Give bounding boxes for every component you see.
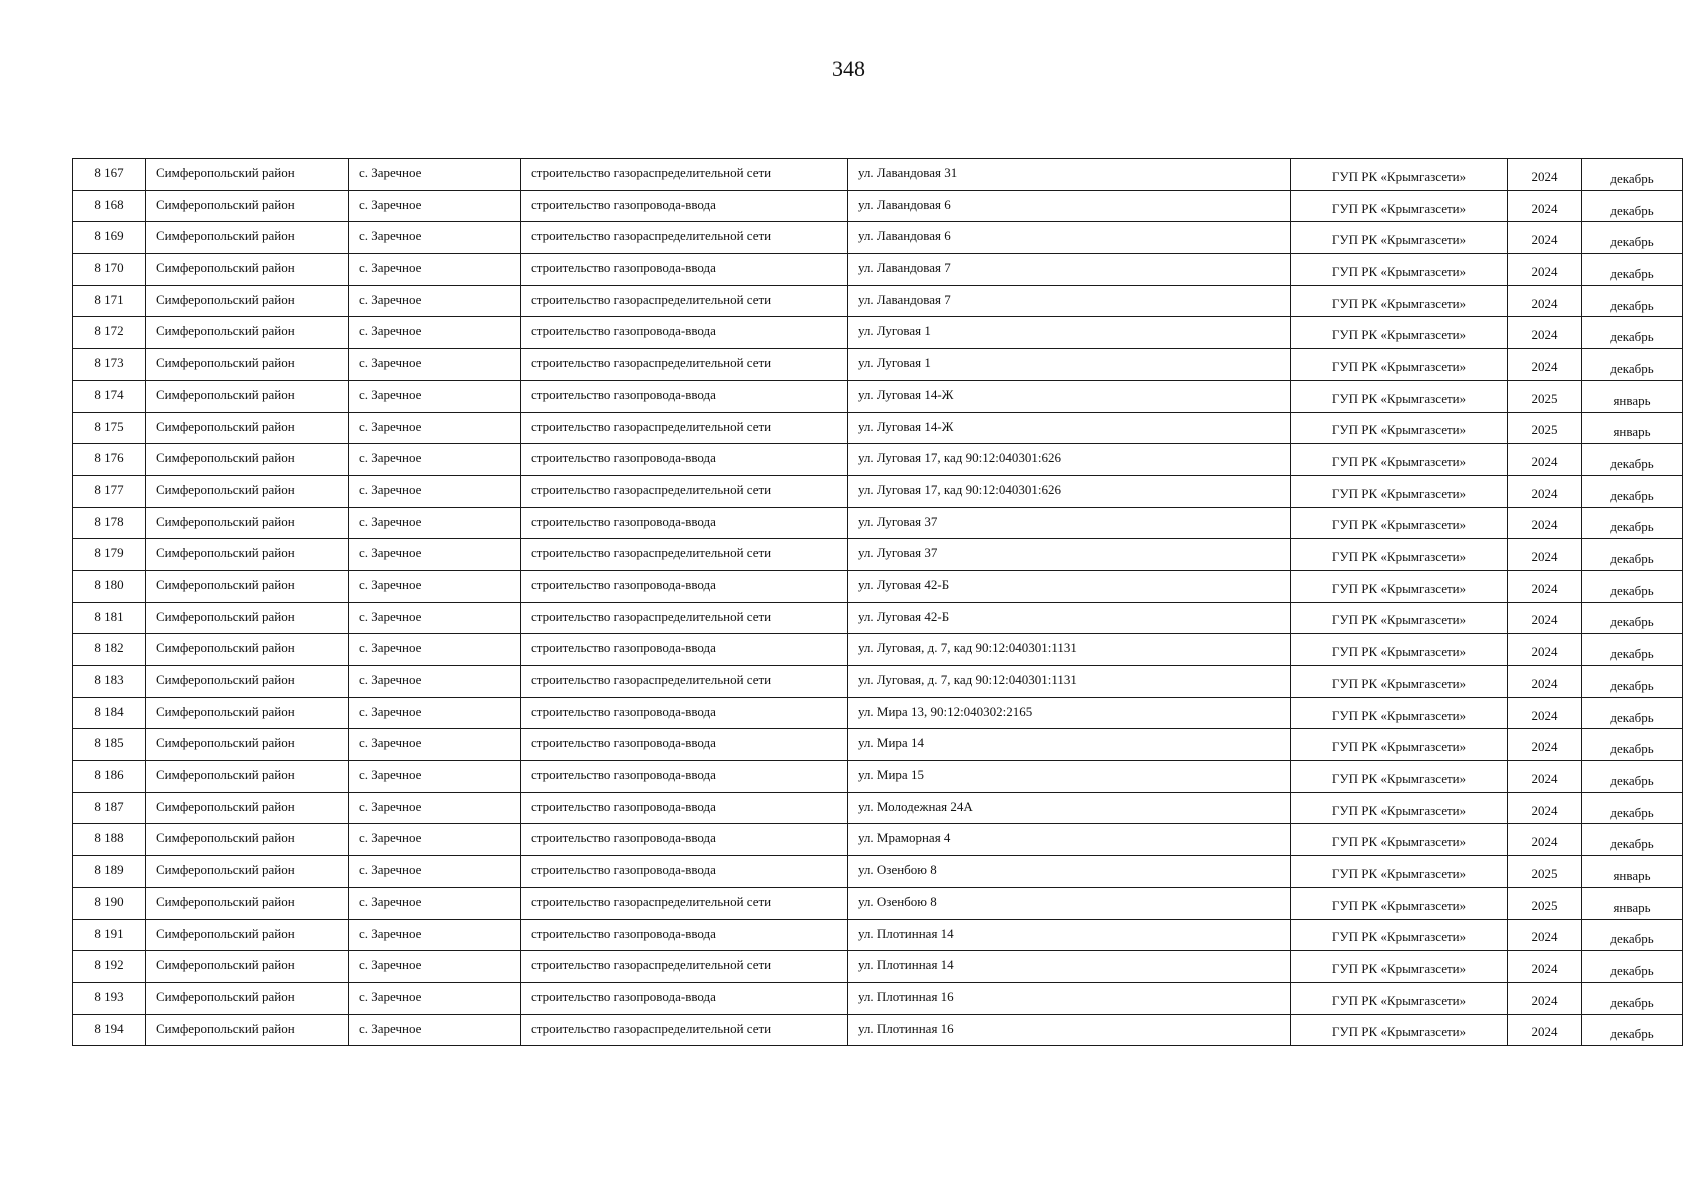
month-cell: декабрь (1582, 602, 1683, 634)
address-cell: ул. Плотинная 14 (848, 951, 1291, 983)
settlement-cell: с. Заречное (349, 919, 521, 951)
work-type-cell: строительство газопровода-ввода (521, 792, 848, 824)
month-cell: декабрь (1582, 634, 1683, 666)
organization-cell: ГУП РК «Крымгазсети» (1291, 761, 1508, 793)
district-cell: Симферопольский район (146, 1014, 349, 1046)
row-number-cell: 8 182 (73, 634, 146, 666)
district-cell: Симферопольский район (146, 475, 349, 507)
month-cell: декабрь (1582, 254, 1683, 286)
address-cell: ул. Луговая 37 (848, 539, 1291, 571)
month-cell: декабрь (1582, 697, 1683, 729)
work-type-cell: строительство газораспределительной сети (521, 159, 848, 191)
settlement-cell: с. Заречное (349, 190, 521, 222)
table-row (73, 1014, 1683, 1046)
work-type-cell: строительство газораспределительной сети (521, 412, 848, 444)
year-cell: 2024 (1508, 634, 1582, 666)
settlement-cell: с. Заречное (349, 159, 521, 191)
settlement-cell: с. Заречное (349, 761, 521, 793)
district-cell: Симферопольский район (146, 951, 349, 983)
row-number-cell: 8 181 (73, 602, 146, 634)
table-row (73, 729, 1683, 761)
row-number-cell: 8 175 (73, 412, 146, 444)
settlement-cell: с. Заречное (349, 666, 521, 698)
work-type-cell: строительство газораспределительной сети (521, 1014, 848, 1046)
district-cell: Симферопольский район (146, 602, 349, 634)
work-type-cell: строительство газопровода-ввода (521, 856, 848, 888)
table-row (73, 507, 1683, 539)
district-cell: Симферопольский район (146, 190, 349, 222)
row-number-cell: 8 168 (73, 190, 146, 222)
table-row (73, 634, 1683, 666)
address-cell: ул. Луговая 37 (848, 507, 1291, 539)
table-row (73, 666, 1683, 698)
month-cell: декабрь (1582, 951, 1683, 983)
address-cell: ул. Луговая 42-Б (848, 602, 1291, 634)
organization-cell: ГУП РК «Крымгазсети» (1291, 602, 1508, 634)
year-cell: 2024 (1508, 792, 1582, 824)
month-cell: январь (1582, 412, 1683, 444)
table-row (73, 190, 1683, 222)
year-cell: 2024 (1508, 285, 1582, 317)
district-cell: Симферопольский район (146, 222, 349, 254)
settlement-cell: с. Заречное (349, 380, 521, 412)
table-row (73, 761, 1683, 793)
row-number-cell: 8 177 (73, 475, 146, 507)
address-cell: ул. Лавандовая 7 (848, 254, 1291, 286)
year-cell: 2024 (1508, 666, 1582, 698)
work-type-cell: строительство газопровода-ввода (521, 697, 848, 729)
row-number-cell: 8 185 (73, 729, 146, 761)
month-cell: декабрь (1582, 1014, 1683, 1046)
address-cell: ул. Мраморная 4 (848, 824, 1291, 856)
gasification-table-container (72, 158, 1683, 1046)
address-cell: ул. Лавандовая 31 (848, 159, 1291, 191)
table-row (73, 697, 1683, 729)
table-row (73, 570, 1683, 602)
work-type-cell: строительство газопровода-ввода (521, 982, 848, 1014)
month-cell: декабрь (1582, 475, 1683, 507)
row-number-cell: 8 170 (73, 254, 146, 286)
address-cell: ул. Луговая 1 (848, 349, 1291, 381)
table-row (73, 349, 1683, 381)
work-type-cell: строительство газопровода-ввода (521, 380, 848, 412)
organization-cell: ГУП РК «Крымгазсети» (1291, 697, 1508, 729)
row-number-cell: 8 173 (73, 349, 146, 381)
settlement-cell: с. Заречное (349, 602, 521, 634)
organization-cell: ГУП РК «Крымгазсети» (1291, 475, 1508, 507)
month-cell: декабрь (1582, 222, 1683, 254)
month-cell: декабрь (1582, 729, 1683, 761)
row-number-cell: 8 180 (73, 570, 146, 602)
work-type-cell: строительство газопровода-ввода (521, 254, 848, 286)
settlement-cell: с. Заречное (349, 507, 521, 539)
district-cell: Симферопольский район (146, 697, 349, 729)
district-cell: Симферопольский район (146, 349, 349, 381)
settlement-cell: с. Заречное (349, 856, 521, 888)
address-cell: ул. Луговая 17, кад 90:12:040301:626 (848, 444, 1291, 476)
table-row (73, 887, 1683, 919)
organization-cell: ГУП РК «Крымгазсети» (1291, 159, 1508, 191)
settlement-cell: с. Заречное (349, 697, 521, 729)
work-type-cell: строительство газораспределительной сети (521, 539, 848, 571)
year-cell: 2025 (1508, 412, 1582, 444)
organization-cell: ГУП РК «Крымгазсети» (1291, 856, 1508, 888)
settlement-cell: с. Заречное (349, 475, 521, 507)
organization-cell: ГУП РК «Крымгазсети» (1291, 349, 1508, 381)
row-number-cell: 8 190 (73, 887, 146, 919)
year-cell: 2024 (1508, 444, 1582, 476)
table-row (73, 317, 1683, 349)
work-type-cell: строительство газопровода-ввода (521, 190, 848, 222)
month-cell: декабрь (1582, 761, 1683, 793)
district-cell: Симферопольский район (146, 856, 349, 888)
address-cell: ул. Молодежная 24А (848, 792, 1291, 824)
month-cell: декабрь (1582, 792, 1683, 824)
table-row (73, 444, 1683, 476)
district-cell: Симферопольский район (146, 666, 349, 698)
organization-cell: ГУП РК «Крымгазсети» (1291, 285, 1508, 317)
row-number-cell: 8 178 (73, 507, 146, 539)
month-cell: декабрь (1582, 159, 1683, 191)
district-cell: Симферопольский район (146, 982, 349, 1014)
row-number-cell: 8 171 (73, 285, 146, 317)
table-row (73, 380, 1683, 412)
row-number-cell: 8 176 (73, 444, 146, 476)
settlement-cell: с. Заречное (349, 570, 521, 602)
month-cell: декабрь (1582, 444, 1683, 476)
work-type-cell: строительство газопровода-ввода (521, 444, 848, 476)
year-cell: 2024 (1508, 982, 1582, 1014)
address-cell: ул. Мира 13, 90:12:040302:2165 (848, 697, 1291, 729)
table-row (73, 222, 1683, 254)
table-row (73, 919, 1683, 951)
address-cell: ул. Луговая, д. 7, кад 90:12:040301:1131 (848, 634, 1291, 666)
organization-cell: ГУП РК «Крымгазсети» (1291, 412, 1508, 444)
address-cell: ул. Озенбою 8 (848, 887, 1291, 919)
organization-cell: ГУП РК «Крымгазсети» (1291, 919, 1508, 951)
organization-cell: ГУП РК «Крымгазсети» (1291, 222, 1508, 254)
work-type-cell: строительство газопровода-ввода (521, 919, 848, 951)
district-cell: Симферопольский район (146, 539, 349, 571)
row-number-cell: 8 194 (73, 1014, 146, 1046)
row-number-cell: 8 192 (73, 951, 146, 983)
month-cell: декабрь (1582, 190, 1683, 222)
address-cell: ул. Луговая 14-Ж (848, 380, 1291, 412)
year-cell: 2024 (1508, 349, 1582, 381)
row-number-cell: 8 169 (73, 222, 146, 254)
month-cell: январь (1582, 380, 1683, 412)
address-cell: ул. Луговая 42-Б (848, 570, 1291, 602)
work-type-cell: строительство газопровода-ввода (521, 570, 848, 602)
district-cell: Симферопольский район (146, 507, 349, 539)
work-type-cell: строительство газопровода-ввода (521, 634, 848, 666)
organization-cell: ГУП РК «Крымгазсети» (1291, 634, 1508, 666)
work-type-cell: строительство газопровода-ввода (521, 317, 848, 349)
organization-cell: ГУП РК «Крымгазсети» (1291, 951, 1508, 983)
settlement-cell: с. Заречное (349, 254, 521, 286)
settlement-cell: с. Заречное (349, 349, 521, 381)
table-row (73, 159, 1683, 191)
settlement-cell: с. Заречное (349, 412, 521, 444)
page-number: 348 (832, 56, 865, 81)
address-cell: ул. Плотинная 14 (848, 919, 1291, 951)
month-cell: декабрь (1582, 317, 1683, 349)
organization-cell: ГУП РК «Крымгазсети» (1291, 982, 1508, 1014)
address-cell: ул. Мира 15 (848, 761, 1291, 793)
settlement-cell: с. Заречное (349, 982, 521, 1014)
work-type-cell: строительство газопровода-ввода (521, 761, 848, 793)
district-cell: Симферопольский район (146, 919, 349, 951)
organization-cell: ГУП РК «Крымгазсети» (1291, 254, 1508, 286)
row-number-cell: 8 174 (73, 380, 146, 412)
district-cell: Симферопольский район (146, 634, 349, 666)
table-row (73, 412, 1683, 444)
year-cell: 2024 (1508, 761, 1582, 793)
settlement-cell: с. Заречное (349, 1014, 521, 1046)
settlement-cell: с. Заречное (349, 951, 521, 983)
table-row (73, 856, 1683, 888)
table-row (73, 792, 1683, 824)
organization-cell: ГУП РК «Крымгазсети» (1291, 380, 1508, 412)
district-cell: Симферопольский район (146, 792, 349, 824)
settlement-cell: с. Заречное (349, 634, 521, 666)
district-cell: Симферопольский район (146, 824, 349, 856)
organization-cell: ГУП РК «Крымгазсети» (1291, 507, 1508, 539)
month-cell: декабрь (1582, 539, 1683, 571)
month-cell: декабрь (1582, 666, 1683, 698)
month-cell: декабрь (1582, 507, 1683, 539)
settlement-cell: с. Заречное (349, 539, 521, 571)
table-row (73, 475, 1683, 507)
district-cell: Симферопольский район (146, 729, 349, 761)
month-cell: декабрь (1582, 285, 1683, 317)
year-cell: 2024 (1508, 159, 1582, 191)
month-cell: декабрь (1582, 349, 1683, 381)
work-type-cell: строительство газопровода-ввода (521, 729, 848, 761)
row-number-cell: 8 189 (73, 856, 146, 888)
table-row (73, 951, 1683, 983)
table-row (73, 254, 1683, 286)
work-type-cell: строительство газораспределительной сети (521, 222, 848, 254)
address-cell: ул. Лавандовая 6 (848, 222, 1291, 254)
row-number-cell: 8 179 (73, 539, 146, 571)
month-cell: январь (1582, 887, 1683, 919)
organization-cell: ГУП РК «Крымгазсети» (1291, 539, 1508, 571)
year-cell: 2024 (1508, 951, 1582, 983)
year-cell: 2024 (1508, 507, 1582, 539)
organization-cell: ГУП РК «Крымгазсети» (1291, 1014, 1508, 1046)
table-row (73, 602, 1683, 634)
district-cell: Симферопольский район (146, 285, 349, 317)
row-number-cell: 8 184 (73, 697, 146, 729)
month-cell: декабрь (1582, 824, 1683, 856)
year-cell: 2024 (1508, 475, 1582, 507)
work-type-cell: строительство газопровода-ввода (521, 824, 848, 856)
organization-cell: ГУП РК «Крымгазсети» (1291, 317, 1508, 349)
year-cell: 2024 (1508, 222, 1582, 254)
month-cell: декабрь (1582, 570, 1683, 602)
year-cell: 2025 (1508, 856, 1582, 888)
address-cell: ул. Луговая, д. 7, кад 90:12:040301:1131 (848, 666, 1291, 698)
year-cell: 2024 (1508, 824, 1582, 856)
district-cell: Симферопольский район (146, 570, 349, 602)
year-cell: 2024 (1508, 254, 1582, 286)
year-cell: 2024 (1508, 317, 1582, 349)
address-cell: ул. Луговая 17, кад 90:12:040301:626 (848, 475, 1291, 507)
organization-cell: ГУП РК «Крымгазсети» (1291, 887, 1508, 919)
work-type-cell: строительство газораспределительной сети (521, 602, 848, 634)
work-type-cell: строительство газораспределительной сети (521, 349, 848, 381)
address-cell: ул. Луговая 1 (848, 317, 1291, 349)
table-row (73, 539, 1683, 571)
organization-cell: ГУП РК «Крымгазсети» (1291, 666, 1508, 698)
settlement-cell: с. Заречное (349, 444, 521, 476)
row-number-cell: 8 193 (73, 982, 146, 1014)
district-cell: Симферопольский район (146, 761, 349, 793)
year-cell: 2024 (1508, 919, 1582, 951)
year-cell: 2024 (1508, 697, 1582, 729)
settlement-cell: с. Заречное (349, 887, 521, 919)
year-cell: 2024 (1508, 602, 1582, 634)
district-cell: Симферопольский район (146, 887, 349, 919)
district-cell: Симферопольский район (146, 159, 349, 191)
table-row (73, 824, 1683, 856)
table-row (73, 285, 1683, 317)
address-cell: ул. Лавандовая 7 (848, 285, 1291, 317)
table-body (73, 159, 1683, 1046)
work-type-cell: строительство газораспределительной сети (521, 475, 848, 507)
table-row (73, 982, 1683, 1014)
row-number-cell: 8 191 (73, 919, 146, 951)
district-cell: Симферопольский район (146, 254, 349, 286)
row-number-cell: 8 172 (73, 317, 146, 349)
year-cell: 2024 (1508, 1014, 1582, 1046)
work-type-cell: строительство газораспределительной сети (521, 666, 848, 698)
year-cell: 2024 (1508, 729, 1582, 761)
work-type-cell: строительство газораспределительной сети (521, 285, 848, 317)
organization-cell: ГУП РК «Крымгазсети» (1291, 729, 1508, 761)
year-cell: 2024 (1508, 539, 1582, 571)
address-cell: ул. Лавандовая 6 (848, 190, 1291, 222)
address-cell: ул. Плотинная 16 (848, 982, 1291, 1014)
year-cell: 2024 (1508, 190, 1582, 222)
address-cell: ул. Луговая 14-Ж (848, 412, 1291, 444)
row-number-cell: 8 187 (73, 792, 146, 824)
work-type-cell: строительство газораспределительной сети (521, 951, 848, 983)
organization-cell: ГУП РК «Крымгазсети» (1291, 444, 1508, 476)
year-cell: 2025 (1508, 380, 1582, 412)
settlement-cell: с. Заречное (349, 729, 521, 761)
row-number-cell: 8 186 (73, 761, 146, 793)
row-number-cell: 8 183 (73, 666, 146, 698)
organization-cell: ГУП РК «Крымгазсети» (1291, 570, 1508, 602)
work-type-cell: строительство газопровода-ввода (521, 507, 848, 539)
district-cell: Симферопольский район (146, 412, 349, 444)
organization-cell: ГУП РК «Крымгазсети» (1291, 792, 1508, 824)
settlement-cell: с. Заречное (349, 792, 521, 824)
year-cell: 2025 (1508, 887, 1582, 919)
address-cell: ул. Озенбою 8 (848, 856, 1291, 888)
year-cell: 2024 (1508, 570, 1582, 602)
address-cell: ул. Мира 14 (848, 729, 1291, 761)
organization-cell: ГУП РК «Крымгазсети» (1291, 824, 1508, 856)
settlement-cell: с. Заречное (349, 317, 521, 349)
district-cell: Симферопольский район (146, 317, 349, 349)
district-cell: Симферопольский район (146, 444, 349, 476)
row-number-cell: 8 167 (73, 159, 146, 191)
work-type-cell: строительство газораспределительной сети (521, 887, 848, 919)
month-cell: декабрь (1582, 982, 1683, 1014)
month-cell: январь (1582, 856, 1683, 888)
gasification-table (72, 158, 1683, 1046)
settlement-cell: с. Заречное (349, 222, 521, 254)
address-cell: ул. Плотинная 16 (848, 1014, 1291, 1046)
month-cell: декабрь (1582, 919, 1683, 951)
row-number-cell: 8 188 (73, 824, 146, 856)
settlement-cell: с. Заречное (349, 824, 521, 856)
settlement-cell: с. Заречное (349, 285, 521, 317)
organization-cell: ГУП РК «Крымгазсети» (1291, 190, 1508, 222)
district-cell: Симферопольский район (146, 380, 349, 412)
